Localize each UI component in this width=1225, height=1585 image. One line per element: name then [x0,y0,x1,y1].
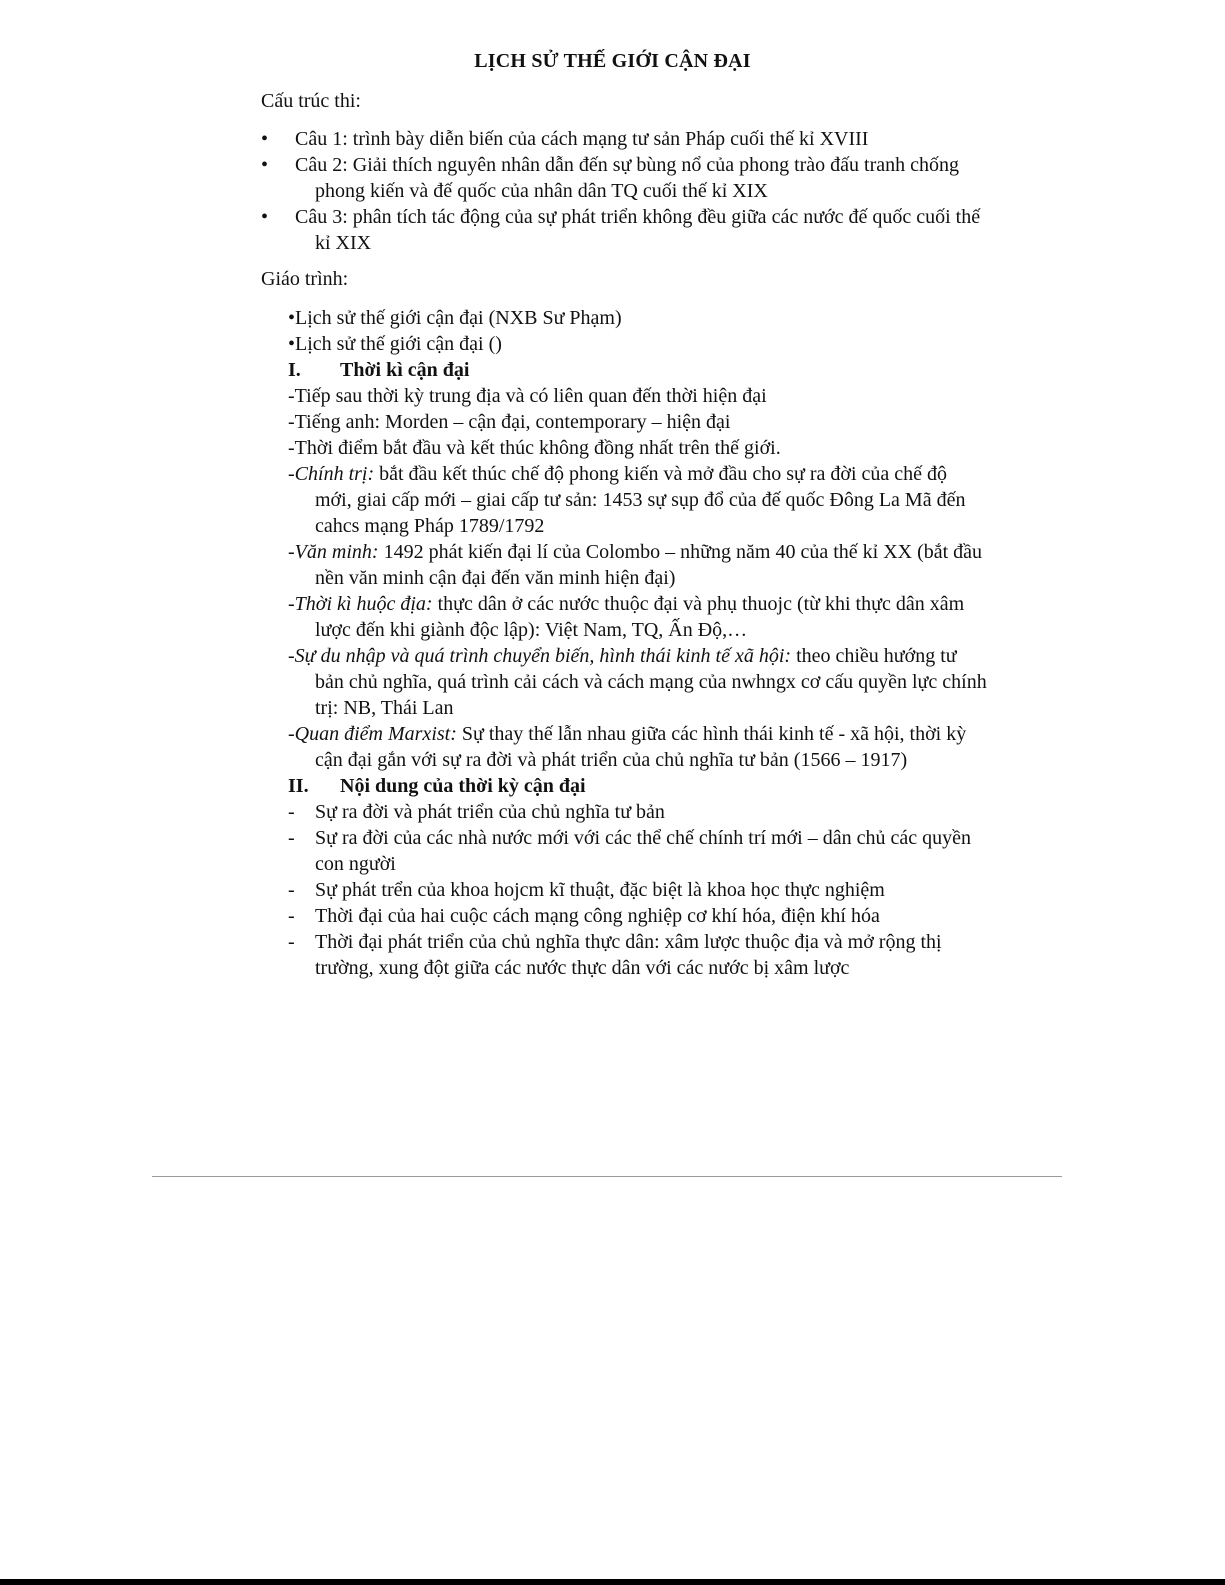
bullet-icon: • [261,128,269,150]
bullet-icon: • [261,206,269,228]
bullet-icon: • [288,307,296,329]
section1-term-point: -Thời kì huộc địa: thực dân ở các nước thuộc đại và phụ thuojc (từ khi thực dân xâm lược đến khi giành độc lập): Việt Nam, TQ, Ấn Độ,… [288,593,965,641]
page-title: LỊCH SỬ THẾ GIỚI CẬN ĐẠI [474,50,751,72]
section-heading-1: I. Thời kì cận đại [288,359,470,381]
exam-question-list [261,126,988,256]
section1-term-point: -Sự du nhập và quá trình chuyển biến, hình thái kinh tế xã hội: theo chiều hướng tư bản chủ nghĩa, quá trình cải cách và cách mạng của nwhngx cơ cấu quyền lực chính trị: NB, Thái Lan [288,645,987,719]
bottom-edge-bar [0,1579,1225,1585]
term-label: Văn minh: [294,541,379,563]
dash-marker: - [288,801,295,823]
section1-term-point: -Chính trị: bắt đầu kết thúc chế độ phong kiến và mở đầu cho sự ra đời của chế độ mới, giai cấp mới – giai cấp tư sản: 1453 sự sụp đổ của đế quốc Đông La Mã đến cahcs mạng Pháp 1789/1792 [288,463,966,537]
exam-structure-label: Cấu trúc thi: [261,90,361,112]
term-label: Quan điểm Marxist: [294,723,457,745]
section1-point: -Tiếp sau thời kỳ trung địa và có liên quan đến thời hiện đại [288,385,767,407]
term-label: Thời kì huộc địa: [294,593,433,615]
bullet-icon: • [288,333,296,355]
section2-item: - Sự ra đời của các nhà nước mới với các thể chế chính trí mới – dân chủ các quyền con người [288,827,971,875]
dash-marker: - [288,879,295,901]
main-content [288,305,988,981]
textbook-label: Giáo trình: [261,268,349,290]
textbook-item: •Lịch sử thế giới cận đại () [288,333,502,355]
section1-point: -Thời điểm bắt đầu và kết thúc không đồng nhất trên thế giới. [288,437,781,459]
term-label: Sự du nhập và quá trình chuyển biến, hình thái kinh tế xã hội: [294,645,792,667]
page-divider [152,1176,1062,1177]
section2-item: - Sự phát trển của khoa hojcm kĩ thuật, đặc biệt là khoa học thực nghiệm [288,879,885,901]
dash-marker: - [288,827,295,849]
section2-item: - Thời đại phát triển của chủ nghĩa thực dân: xâm lược thuộc địa và mở rộng thị trường, xung đột giữa các nước thực dân với các nước bị xâm lược [288,931,942,979]
section1-point: -Tiếng anh: Morden – cận đại, contemporary – hiện đại [288,411,731,433]
section2-item: - Sự ra đời và phát triển của chủ nghĩa tư bản [288,801,665,823]
exam-question-item: • Câu 2: Giải thích nguyên nhân dẫn đến sự bùng nổ của phong trào đấu tranh chống phong kiến và đế quốc của nhân dân TQ cuối thế kỉ XIX [261,154,960,202]
bullet-icon: • [261,154,269,176]
section-heading-2: II. Nội dung của thời kỳ cận đại [288,775,586,797]
dash-marker: - [288,905,295,927]
exam-question-item: • Câu 1: trình bày diễn biến của cách mạng tư sản Pháp cuối thế kỉ XVIII [261,128,869,150]
exam-question-item: • Câu 3: phân tích tác động của sự phát triển không đều giữa các nước đế quốc cuối thế kỉ XIX [261,206,981,254]
section1-term-point: -Văn minh: 1492 phát kiến đại lí của Colombo – những năm 40 của thế kỉ XX (bắt đầu nền văn minh cận đại đến văn minh hiện đại) [288,541,983,589]
textbook-item: •Lịch sử thế giới cận đại (NXB Sư Phạm) [288,307,622,329]
term-label: Chính trị: [294,463,375,485]
dash-marker: - [288,931,295,953]
section2-item: - Thời đại của hai cuộc cách mạng công nghiệp cơ khí hóa, điện khí hóa [288,905,880,927]
section1-term-point: -Quan điểm Marxist: Sự thay thế lẫn nhau giữa các hình thái kinh tế - xã hội, thời kỳ cận đại gắn với sự ra đời và phát triển của chủ nghĩa tư bản (1566 – 1917) [288,723,967,771]
